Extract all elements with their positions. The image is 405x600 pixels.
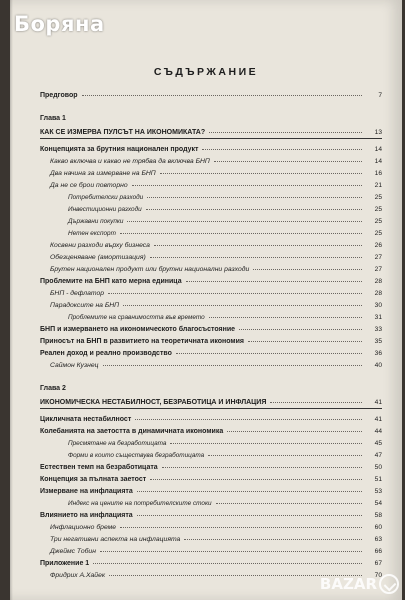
- toc-entry-page: 28: [374, 290, 382, 297]
- toc-entry: [40, 447, 382, 459]
- toc-entry-text: Джеймс Тобин: [50, 548, 96, 555]
- toc-entry-text: Колебанията на заетостта в динамичната икономика: [40, 428, 224, 435]
- leader-dots: [216, 503, 362, 504]
- toc-entry-text: Инфлационно бреме: [50, 524, 117, 531]
- toc-entry-page: 31: [374, 314, 382, 321]
- toc-entry-page: 53: [374, 488, 382, 495]
- toc-entry-page: 36: [374, 350, 382, 357]
- chapter-heading: [40, 124, 382, 136]
- toc-entry: [40, 273, 382, 285]
- toc-entry-text: Пресмятане на безработицата: [68, 440, 167, 447]
- toc-entry-page: 25: [374, 218, 382, 225]
- toc-entry-text: Фридрих А.Хайек: [50, 572, 106, 579]
- toc-entry: [40, 297, 382, 309]
- toc-entry: [40, 141, 382, 153]
- toc-entry: [40, 201, 382, 213]
- toc-entry-page: 14: [374, 158, 382, 165]
- leader-dots: [120, 527, 362, 528]
- toc-entry: [40, 309, 382, 321]
- toc-entry-text: Измерване на инфлацията: [40, 488, 133, 495]
- toc-entry-text: Парадоксите на БНП: [50, 302, 120, 309]
- book-page: [10, 0, 402, 600]
- leader-dots: [227, 431, 362, 432]
- leader-dots: [120, 233, 362, 234]
- toc-entry-text: Инвестиционни разходи: [68, 206, 142, 213]
- toc-entry-text: Концепцията за брутния национален продукт: [40, 146, 199, 153]
- toc-entry: [40, 423, 382, 435]
- toc-entry-page: 16: [374, 170, 382, 177]
- leader-dots: [103, 365, 362, 366]
- leader-dots: [146, 209, 362, 210]
- toc-entry-page: 27: [374, 266, 382, 273]
- chapter-heading-text: КАК СЕ ИЗМЕРВА ПУЛСЪТ НА ИКОНОМИКАТА?: [40, 129, 206, 136]
- toc-entry: [40, 285, 382, 297]
- toc-entry-page: 33: [374, 326, 382, 333]
- toc-entry: [40, 411, 382, 423]
- toc-entry-page: 47: [374, 452, 382, 459]
- toc-entry-text: БНП и измерването на икономическото благосъстояние: [40, 326, 236, 333]
- watermark-logo-bottom: [320, 574, 399, 594]
- toc-entry-page: 54: [374, 500, 382, 507]
- toc-entry-page: 40: [374, 362, 382, 369]
- toc-entry-text: Цикличната нестабилност: [40, 416, 132, 423]
- toc-entry-text: Два начина за измерване на БНП: [50, 170, 156, 177]
- toc-entry-text: Обезценяване (амортизация): [50, 254, 146, 261]
- toc-entry: [40, 261, 382, 273]
- toc-entry-text: Концепция за пълната заетост: [40, 476, 147, 483]
- leader-dots: [160, 173, 362, 174]
- leader-dots: [93, 563, 362, 564]
- toc-entry-page: 70: [374, 572, 382, 579]
- toc-entry: [40, 153, 382, 165]
- toc-entry-page: 25: [374, 230, 382, 237]
- toc-entry-page: 28: [374, 278, 382, 285]
- toc-entry: [40, 321, 382, 333]
- toc-entry: [40, 519, 382, 531]
- toc-entry: [40, 213, 382, 225]
- leader-dots: [209, 132, 362, 133]
- toc-entry-text: Да не се брои повторно: [50, 182, 128, 189]
- toc-entry-text: Проблемите на сравнимостта във времето: [68, 314, 205, 321]
- toc-entry-text: Три негативни аспекта на инфлацията: [50, 536, 181, 543]
- toc-entry-text: БНП - дефлатор: [50, 290, 105, 297]
- leader-dots: [150, 257, 362, 258]
- leader-dots: [209, 317, 362, 318]
- toc-entry-page: 35: [374, 338, 382, 345]
- toc-entry-page: 45: [374, 440, 382, 447]
- toc-entry-text: Какво включва и какво не трябва да включва БНП: [50, 158, 210, 165]
- toc-entry-text: Брутен национален продукт или брутни национални разходи: [50, 266, 250, 273]
- toc-entry-page: 7: [378, 92, 382, 99]
- leader-dots: [214, 161, 362, 162]
- chapter-label: Глава 1: [40, 115, 66, 122]
- leader-dots: [127, 221, 362, 222]
- toc-entry: [40, 165, 382, 177]
- toc-entry: [40, 459, 382, 471]
- leader-dots: [239, 329, 362, 330]
- toc-entry-text: Индекс на цените на потребителските стоки: [68, 500, 212, 507]
- leader-dots: [137, 515, 362, 516]
- leader-dots: [253, 269, 362, 270]
- toc-entry: [40, 435, 382, 447]
- toc-entry-text: Приложение 1: [40, 560, 90, 567]
- toc-entry-page: 25: [374, 194, 382, 201]
- toc-entry-page: 21: [374, 182, 382, 189]
- toc-entry-text: Държавни покупки: [68, 218, 124, 225]
- toc-entry: [40, 249, 382, 261]
- toc-entry-page: 63: [374, 536, 382, 543]
- toc-entry-text: Саймон Кузнец: [50, 362, 99, 369]
- leader-dots: [202, 149, 362, 150]
- leader-dots: [135, 419, 362, 420]
- toc-entry-text: Нетен експорт: [68, 230, 116, 237]
- leader-dots: [176, 353, 362, 354]
- toc-entry-appendix: [40, 555, 382, 567]
- toc-entry-page: 67: [374, 560, 382, 567]
- checkmark-circle-icon: [379, 574, 399, 594]
- toc-entry: [40, 507, 382, 519]
- leader-dots: [154, 245, 362, 246]
- toc-entry: [40, 357, 382, 369]
- toc-entry-page: 41: [374, 416, 382, 423]
- toc-entry: [40, 483, 382, 495]
- toc-entry: [40, 495, 382, 507]
- chapter-rule: [40, 138, 382, 139]
- toc-entry-page: 25: [374, 206, 382, 213]
- chapter-heading-text: ИКОНОМИЧЕСКА НЕСТАБИЛНОСТ, БЕЗРАБОТИЦА И ИНФЛАЦИЯ: [40, 399, 267, 406]
- toc-entry-text: Естествен темп на безработицата: [40, 464, 158, 471]
- toc-entry: [40, 333, 382, 345]
- watermark-bottom-text: BAZAR: [319, 575, 377, 593]
- toc-entry-page: 66: [374, 548, 382, 555]
- toc-entry-page: 58: [374, 512, 382, 519]
- leader-dots: [82, 95, 362, 96]
- toc-entry-page: 27: [374, 254, 382, 261]
- leader-dots: [150, 479, 362, 480]
- toc-entry: [40, 225, 382, 237]
- toc-entry-page: 44: [374, 428, 382, 435]
- leader-dots: [137, 491, 362, 492]
- page-title: СЪДЪРЖАНИЕ: [153, 66, 259, 78]
- toc-entry-text: Реален доход и реално производство: [40, 350, 172, 357]
- chapter-rule: [40, 408, 382, 409]
- toc-entry-text: Форми в които съществува безработицата: [68, 452, 205, 459]
- toc-entry-text: Влиянието на инфлацията: [40, 512, 133, 519]
- toc-entry-text: Предговор: [40, 92, 78, 99]
- toc-entry-text: Приносът на БНП в развитието на теоретичната икономия: [40, 338, 244, 345]
- chapter-label: Глава 2: [40, 385, 66, 392]
- toc-entry-text: Потребителски разходи: [68, 194, 144, 201]
- toc-entry: [40, 531, 382, 543]
- toc-entry: [40, 237, 382, 249]
- toc-entry-page: 14: [374, 146, 382, 153]
- watermark-logo-top: Боряна: [14, 12, 105, 36]
- toc-entry: [40, 345, 382, 357]
- toc-entry-page: 50: [374, 464, 382, 471]
- chapter-heading-page: 41: [374, 399, 382, 406]
- toc-entry-text: Проблемите на БНП като мерна единица: [40, 278, 182, 285]
- leader-dots: [147, 197, 362, 198]
- toc-entry-preface: [40, 87, 382, 99]
- chapter-heading-page: 13: [374, 129, 382, 136]
- toc-entry-page: 26: [374, 242, 382, 249]
- leader-dots: [100, 551, 362, 552]
- table-of-contents: [40, 85, 382, 579]
- leader-dots: [123, 305, 362, 306]
- toc-entry: [40, 543, 382, 555]
- chapter-heading: [40, 394, 382, 406]
- leader-dots: [162, 467, 362, 468]
- toc-entry-page: 51: [374, 476, 382, 483]
- toc-entry-text: Косвени разходи върху бизнеса: [50, 242, 150, 249]
- leader-dots: [170, 443, 362, 444]
- leader-dots: [186, 281, 362, 282]
- leader-dots: [132, 185, 362, 186]
- toc-entry: [40, 471, 382, 483]
- leader-dots: [248, 341, 362, 342]
- leader-dots: [270, 402, 362, 403]
- toc-entry-page: 60: [374, 524, 382, 531]
- toc-entry-page: 30: [374, 302, 382, 309]
- leader-dots: [208, 455, 362, 456]
- leader-dots: [108, 293, 362, 294]
- toc-entry: [40, 189, 382, 201]
- leader-dots: [184, 539, 362, 540]
- toc-entry: [40, 177, 382, 189]
